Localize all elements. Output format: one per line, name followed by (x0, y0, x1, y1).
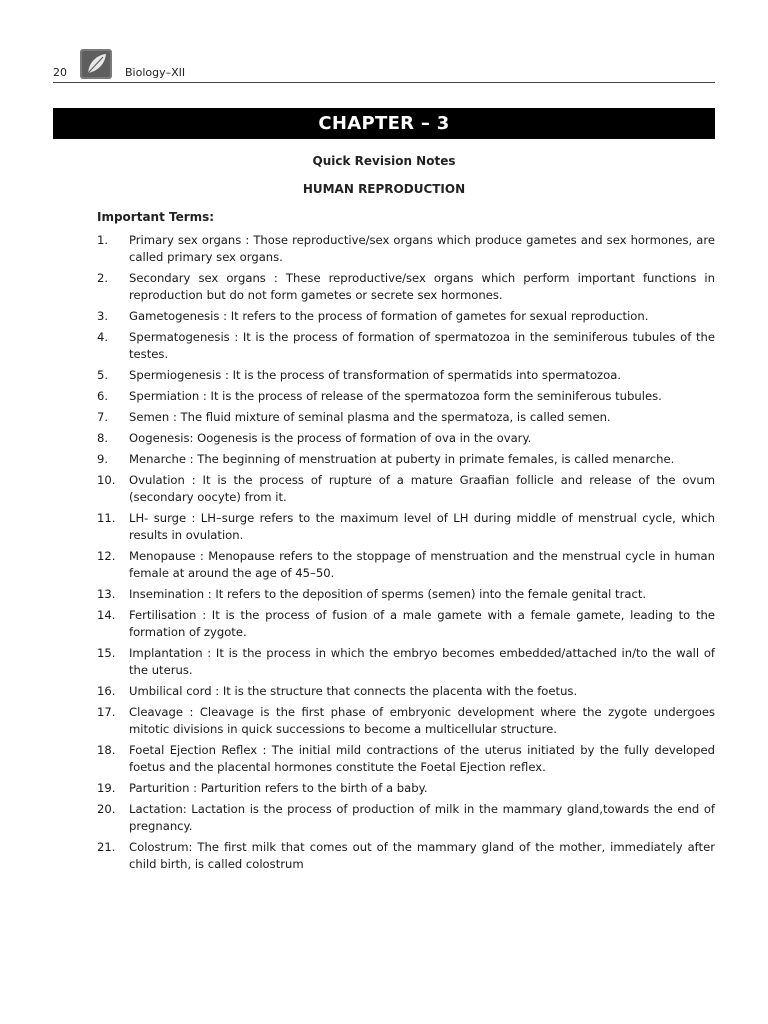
item-number: 13. (97, 587, 116, 601)
list-item (97, 801, 715, 835)
item-number: 19. (97, 781, 116, 795)
list-item (97, 430, 715, 447)
item-text: Oogenesis: Oogenesis is the process of formation of ova in the ovary. (129, 431, 532, 445)
list-item (97, 329, 715, 363)
page-header (53, 48, 715, 83)
item-text: Secondary sex organs : These reproductive/sex organs which perform important functions in reproduction but do not form gametes or secrete sex hormones. (129, 271, 715, 302)
item-number: 17. (97, 705, 116, 719)
list-item (97, 586, 715, 603)
list-item (97, 232, 715, 266)
item-number: 11. (97, 511, 116, 525)
item-text: Cleavage : Cleavage is the first phase of embryonic development where the zygote undergoes mitotic divisions in quick successions to become a multicellular structure. (129, 705, 715, 736)
terms-list (97, 232, 715, 877)
item-text: Gametogenesis : It refers to the process of formation of gametes for sexual reproduction. (129, 309, 649, 323)
list-item (97, 839, 715, 873)
book-title: Biology–XII (125, 66, 186, 79)
item-text: Ovulation : It is the process of rupture of a mature Graafian follicle and release of the ovum (secondary oocyte) from it. (129, 473, 715, 504)
item-text: Menarche : The beginning of menstruation at puberty in primate females, is called menarche. (129, 452, 675, 466)
item-text: Insemination : It refers to the deposition of sperms (semen) into the female genital tract. (129, 587, 647, 601)
list-item (97, 683, 715, 700)
item-text: Fertilisation : It is the process of fusion of a male gamete with a female gamete, leading to the formation of zygote. (129, 608, 715, 639)
notes-subtitle: Quick Revision Notes (312, 154, 456, 168)
topic-title: HUMAN REPRODUCTION (302, 182, 466, 196)
list-item (97, 270, 715, 304)
item-number: 12. (97, 549, 116, 563)
list-item (97, 742, 715, 776)
item-text: Spermiogenesis : It is the process of transformation of spermatids into spermatozoa. (129, 368, 622, 382)
list-item (97, 704, 715, 738)
list-item (97, 367, 715, 384)
item-number: 2. (97, 271, 109, 285)
list-item (97, 780, 715, 797)
item-number: 16. (97, 684, 116, 698)
item-text: Menopause : Menopause refers to the stoppage of menstruation and the menstrual cycle in human female at around the age of 45–50. (129, 549, 715, 580)
item-text: Parturition : Parturition refers to the birth of a baby. (129, 781, 428, 795)
chapter-title: CHAPTER – 3 (318, 113, 450, 134)
item-number: 7. (97, 410, 109, 424)
item-number: 10. (97, 473, 116, 487)
item-number: 5. (97, 368, 109, 382)
item-text: Semen : The fluid mixture of seminal plasma and the spermatoza, is called semen. (129, 410, 611, 424)
item-number: 9. (97, 452, 109, 466)
chapter-title-bar (53, 108, 715, 139)
item-number: 4. (97, 330, 109, 344)
list-item (97, 451, 715, 468)
leaf-icon (79, 48, 113, 80)
item-number: 15. (97, 646, 116, 660)
list-item (97, 645, 715, 679)
item-text: Implantation : It is the process in which the embryo becomes embedded/attached in/to the wall of the uterus. (129, 646, 715, 677)
item-number: 3. (97, 309, 109, 323)
item-text: Spermiation : It is the process of release of the spermatozoa form the seminiferous tubules. (129, 389, 662, 403)
item-text: Foetal Ejection Reflex : The initial mild contractions of the uterus initiated by the fully developed foetus and the placental hormones constitute the Foetal Ejection reflex. (129, 743, 715, 774)
list-item (97, 409, 715, 426)
terms-heading: Important Terms: (97, 210, 215, 224)
item-number: 8. (97, 431, 109, 445)
item-text: Primary sex organs : Those reproductive/sex organs which produce gametes and sex hormones, are called primary sex organs. (129, 233, 715, 264)
list-item (97, 472, 715, 506)
item-number: 21. (97, 840, 116, 854)
list-item (97, 548, 715, 582)
list-item (97, 607, 715, 641)
item-text: Umbilical cord : It is the structure that connects the placenta with the foetus. (129, 684, 578, 698)
item-text: Colostrum: The first milk that comes out of the mammary gland of the mother, immediately after child birth, is called colostrum (129, 840, 715, 871)
item-number: 20. (97, 802, 116, 816)
list-item (97, 510, 715, 544)
item-number: 6. (97, 389, 109, 403)
item-number: 18. (97, 743, 116, 757)
item-text: Lactation: Lactation is the process of production of milk in the mammary gland,towards the end of pregnancy. (129, 802, 715, 833)
page-number: 20 (53, 66, 67, 79)
list-item (97, 388, 715, 405)
item-text: Spermatogenesis : It is the process of formation of spermatozoa in the seminiferous tubules of the testes. (129, 330, 715, 361)
item-number: 14. (97, 608, 116, 622)
list-item (97, 308, 715, 325)
item-text: LH- surge : LH–surge refers to the maximum level of LH during middle of menstrual cycle, which results in ovulation. (129, 511, 715, 542)
item-number: 1. (97, 233, 109, 247)
